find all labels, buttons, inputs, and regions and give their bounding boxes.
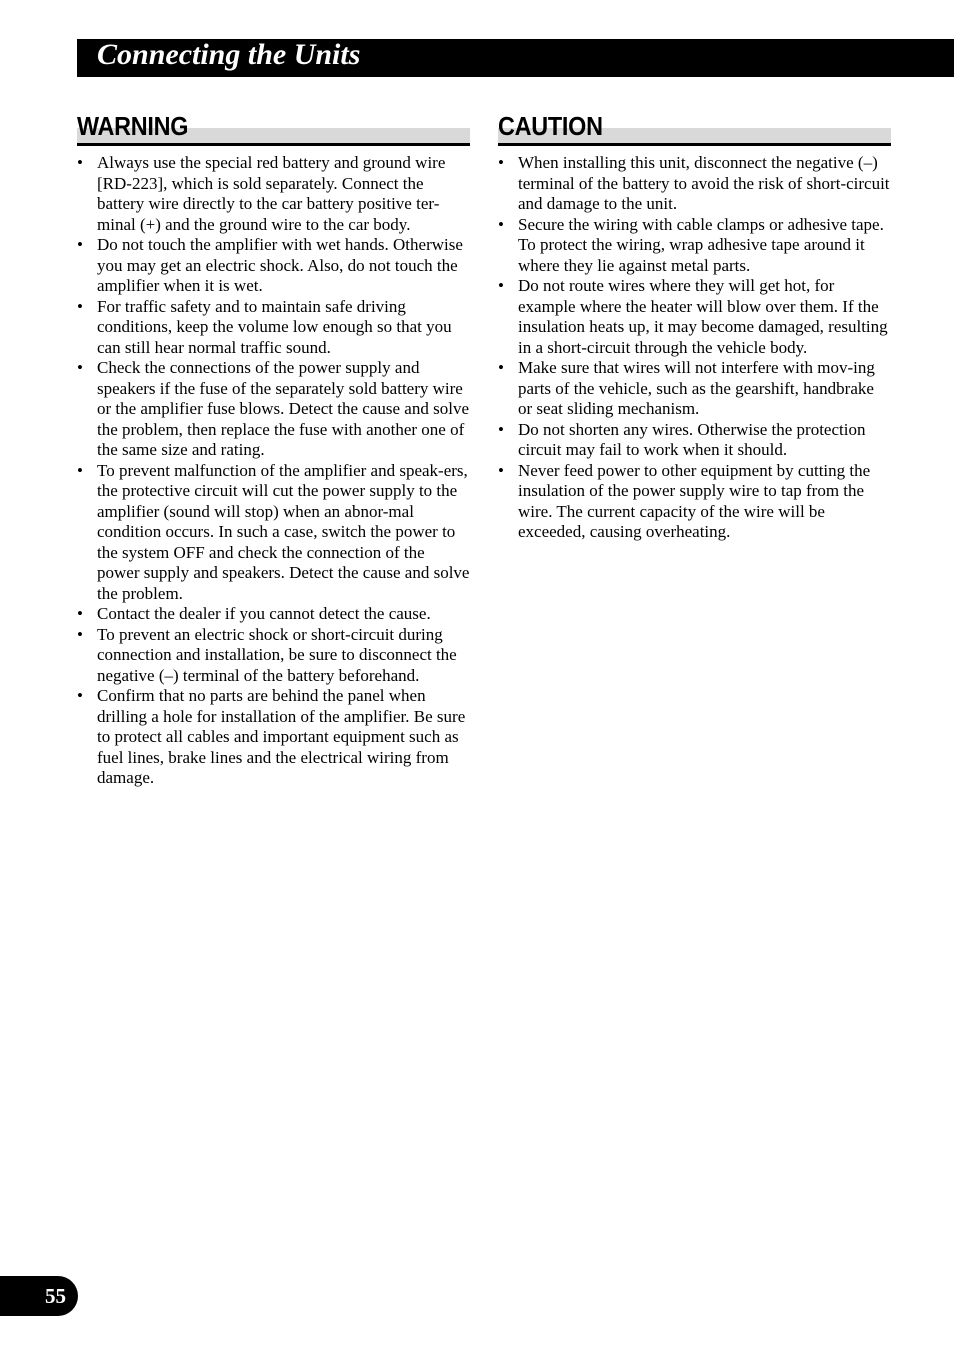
- caution-list: [498, 153, 891, 543]
- list-item-text: Always use the special red battery and ground wire [RD-223], which is sold separately. Connect the battery wire directly to the car battery positive ter-minal (+) and the ground wire to the car body.: [97, 153, 446, 234]
- list-item-text: Do not shorten any wires. Otherwise the protection circuit may fail to work when it should.: [518, 419, 866, 459]
- list-item: [77, 297, 470, 359]
- warning-list: [77, 153, 470, 789]
- list-item: [77, 625, 470, 687]
- list-item: [498, 153, 891, 215]
- list-item-text: Never feed power to other equipment by cutting the insulation of the power supply wire to tap from the wire. The current capacity of the wire will be exceeded, causing overheating.: [518, 460, 871, 541]
- list-item-text: Check the connections of the power supply and speakers if the fuse of the separately sold battery wire or the amplifier fuse blows. Detect the cause and solve the problem, then replace the fuse with another one of the same size and rating.: [97, 358, 469, 459]
- caution-heading: CAUTION: [498, 111, 603, 141]
- list-item-text: To prevent an electric shock or short-circuit during connection and installation, be sure to disconnect the negative (–) terminal of the battery beforehand.: [97, 624, 457, 685]
- bullet-icon: •: [498, 153, 504, 172]
- caution-heading-bar: [498, 108, 891, 146]
- list-item: [77, 604, 470, 625]
- bullet-icon: •: [77, 624, 83, 644]
- bullet-icon: •: [498, 276, 504, 295]
- list-item: [77, 358, 470, 461]
- list-item: [77, 461, 470, 605]
- bullet-icon: •: [77, 460, 83, 480]
- list-item-text: When installing this unit, disconnect the negative (–) terminal of the battery to avoid the risk of short-circuit and damage to the unit.: [518, 153, 890, 213]
- warning-heading: WARNING: [77, 111, 189, 141]
- list-item-text: Do not touch the amplifier with wet hands. Otherwise you may get an electric shock. Also, do not touch the amplifier when it is wet.: [97, 235, 463, 295]
- list-item-text: Secure the wiring with cable clamps or adhesive tape. To protect the wiring, wrap adhesive tape around it where they lie against metal parts.: [518, 214, 884, 275]
- list-item-text: Do not route wires where they will get hot, for example where the heater will blow over them. If the insulation heats up, it may become damaged, resulting in a short-circuit through the vehicle body.: [518, 276, 888, 357]
- warning-column: [77, 108, 470, 789]
- list-item: [498, 358, 891, 420]
- caution-column: [498, 108, 891, 543]
- list-item-text: For traffic safety and to maintain safe driving conditions, keep the volume low enough so that you can still hear normal traffic sound.: [97, 296, 452, 357]
- page-number: 55: [45, 1284, 66, 1308]
- bullet-icon: •: [498, 358, 504, 377]
- list-item: [77, 153, 470, 235]
- list-item: [498, 461, 891, 543]
- warning-heading-bar: [77, 108, 470, 146]
- page-title: Connecting the Units: [97, 38, 361, 71]
- list-item: [498, 420, 891, 461]
- bullet-icon: •: [498, 419, 504, 439]
- list-item-text: Contact the dealer if you cannot detect the cause.: [97, 604, 431, 623]
- list-item: [498, 276, 891, 358]
- bullet-icon: •: [77, 296, 83, 316]
- list-item: [498, 215, 891, 277]
- bullet-icon: •: [77, 604, 83, 623]
- bullet-icon: •: [77, 686, 83, 705]
- section-title-bar: [77, 39, 954, 77]
- bullet-icon: •: [77, 153, 83, 172]
- list-item: [77, 235, 470, 297]
- list-item: [77, 686, 470, 789]
- list-item-text: To prevent malfunction of the amplifier and speak-ers, the protective circuit will cut the power supply to the amplifier (sound will stop) when an abnor-mal condition occurs. In such a case, switch the power to the system OFF and check the connection of the power supply and speakers. Detect the cause and solve the problem.: [97, 460, 470, 603]
- bullet-icon: •: [498, 214, 504, 234]
- list-item-text: Confirm that no parts are behind the panel when drilling a hole for installation of the amplifier. Be sure to protect all cables and important equipment such as fuel lines, brake lines and the electrical wiring from damage.: [97, 686, 466, 787]
- bullet-icon: •: [77, 235, 83, 254]
- bullet-icon: •: [498, 460, 504, 480]
- bullet-icon: •: [77, 358, 83, 377]
- page-number-tab: [0, 1276, 78, 1316]
- list-item-text: Make sure that wires will not interfere with mov-ing parts of the vehicle, such as the gearshift, handbrake or seat sliding mechanism.: [518, 358, 875, 418]
